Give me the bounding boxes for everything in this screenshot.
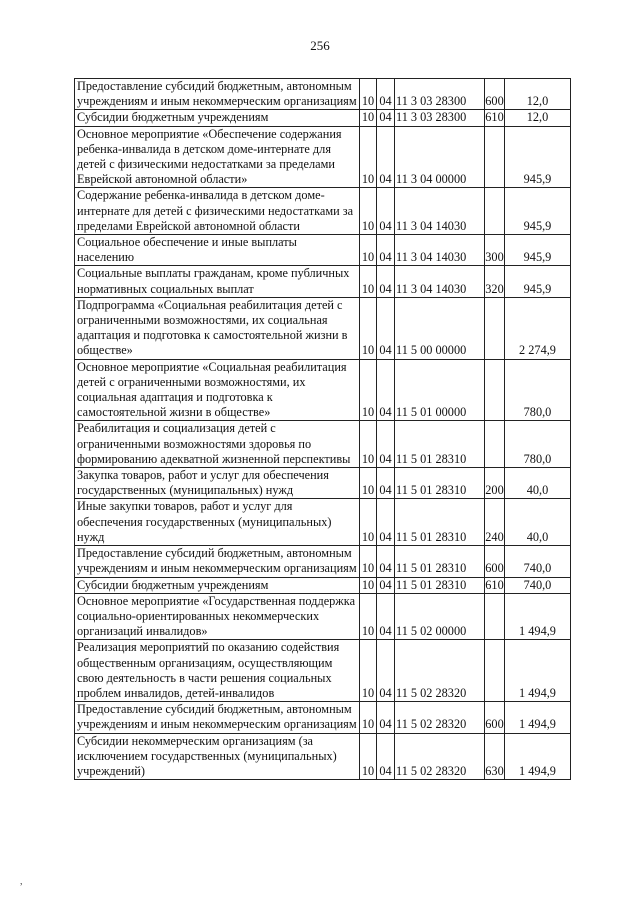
- cell-section: 10: [360, 188, 377, 235]
- cell-description: Предоставление субсидий бюджетным, автономным учреждениям и иным некоммерческим организациям: [75, 702, 360, 733]
- cell-expense-type: 610: [485, 577, 504, 592]
- cell-target-article: 11 3 03 28300: [395, 110, 485, 126]
- cell-amount: 945,9: [505, 188, 571, 235]
- cell-amount: 740,0: [505, 546, 571, 577]
- cell-section: 10: [360, 468, 377, 499]
- cell-section: 10: [360, 421, 377, 468]
- cell-description: Закупка товаров, работ и услуг для обеспечения государственных (муниципальных) нужд: [75, 468, 360, 499]
- cell-description: Основное мероприятие «Обеспечение содержания ребенка-инвалида в детском доме-интернате для детей с физическими недостатками за пределами Еврейской автономной области»: [75, 126, 360, 188]
- cell-target-article: 11 3 04 14030: [395, 188, 485, 235]
- cell-expense-type: 600: [485, 79, 505, 110]
- cell-description: Социальное обеспечение и иные выплаты населению: [75, 235, 360, 266]
- cell-expense-type: 240: [485, 499, 505, 546]
- cell-section: 10: [360, 79, 377, 110]
- cell-amount: 780,0: [505, 421, 571, 468]
- cell-section: 10: [360, 499, 377, 546]
- cell-amount: 945,9: [505, 266, 571, 297]
- cell-description: Реабилитация и социализация детей с ограниченными возможностями здоровья по формированию адекватной жизненной перспективы: [75, 421, 360, 468]
- cell-expense-type: [485, 297, 505, 359]
- cell-amount: 1 494,9: [505, 640, 571, 702]
- cell-expense-type: [485, 593, 505, 640]
- cell-description: Субсидии некоммерческим организациям (за исключением государственных (муниципальных) учреждений): [75, 733, 360, 780]
- cell-description: Социальные выплаты гражданам, кроме публичных нормативных социальных выплат: [75, 266, 360, 297]
- cell-amount: 12,0: [505, 110, 571, 126]
- cell-amount: 12,0: [505, 79, 571, 110]
- cell-expense-type: 600: [485, 702, 505, 733]
- cell-subsection: 04: [377, 640, 395, 702]
- cell-subsection: 04: [377, 235, 395, 266]
- table-row: [75, 546, 571, 577]
- cell-target-article: 11 3 04 00000: [395, 126, 485, 188]
- cell-target-article: 11 5 02 28320: [395, 702, 485, 733]
- cell-subsection: 04: [377, 297, 395, 359]
- scan-mark: ,: [20, 876, 23, 887]
- cell-description: Реализация мероприятий по оказанию содействия общественным организациям, осуществляющим свою деятельность в части решения социальных проблем инвалидов, детей-инвалидов: [75, 640, 360, 702]
- table-row: [75, 188, 571, 235]
- cell-section: 10: [360, 110, 377, 126]
- cell-description: Основное мероприятие «Государственная поддержка социально-ориентированных некоммерческих организаций инвалидов»: [75, 593, 360, 640]
- cell-subsection: 04: [377, 702, 395, 733]
- cell-target-article: 11 3 04 14030: [395, 266, 485, 297]
- cell-description: Содержание ребенка-инвалида в детском доме-интернате для детей с физическими недостатками за пределами Еврейской автономной области: [75, 188, 360, 235]
- cell-section: 10: [360, 577, 377, 593]
- cell-subsection: 04: [377, 110, 395, 126]
- cell-target-article: 11 5 01 00000: [395, 359, 485, 421]
- cell-section: 10: [360, 235, 377, 266]
- cell-section: 10: [360, 702, 377, 733]
- cell-expense-type: [485, 359, 505, 421]
- cell-target-article: 11 5 01 28310: [395, 546, 485, 577]
- cell-target-article: 11 5 01 28310: [395, 577, 485, 593]
- table-row: [75, 577, 571, 593]
- cell-subsection: 04: [377, 188, 395, 235]
- cell-amount: 40,0: [505, 499, 571, 546]
- cell-amount: 1 494,9: [505, 702, 571, 733]
- cell-amount: 1 494,9: [505, 593, 571, 640]
- cell-expense-type: 600: [485, 546, 505, 577]
- cell-expense-type: [485, 421, 505, 468]
- table-row: [75, 468, 571, 499]
- table-row: [75, 297, 571, 359]
- cell-section: 10: [360, 359, 377, 421]
- cell-subsection: 04: [377, 359, 395, 421]
- cell-section: 10: [360, 593, 377, 640]
- cell-expense-type: 630: [485, 733, 505, 780]
- cell-target-article: 11 3 04 14030: [395, 235, 485, 266]
- cell-amount: 780,0: [505, 359, 571, 421]
- cell-target-article: 11 5 01 28310: [395, 468, 485, 499]
- cell-section: 10: [360, 640, 377, 702]
- cell-subsection: 04: [377, 79, 395, 110]
- cell-target-article: 11 5 02 00000: [395, 593, 485, 640]
- cell-target-article: 11 3 03 28300: [395, 79, 485, 110]
- table-row: [75, 110, 571, 126]
- cell-subsection: 04: [377, 468, 395, 499]
- table-row: [75, 421, 571, 468]
- cell-expense-type: 300: [485, 235, 505, 266]
- cell-subsection: 04: [377, 546, 395, 577]
- table-row: [75, 593, 571, 640]
- cell-expense-type: 200: [485, 468, 505, 499]
- cell-description: Субсидии бюджетным учреждениям: [75, 110, 360, 126]
- cell-section: 10: [360, 297, 377, 359]
- cell-subsection: 04: [377, 733, 395, 780]
- cell-description: Предоставление субсидий бюджетным, автономным учреждениям и иным некоммерческим организациям: [75, 79, 360, 110]
- table-row: [75, 702, 571, 733]
- table-row: [75, 733, 571, 780]
- cell-expense-type: [485, 188, 505, 235]
- page-number: 256: [310, 38, 330, 53]
- cell-target-article: 11 5 01 28310: [395, 421, 485, 468]
- cell-target-article: 11 5 00 00000: [395, 297, 485, 359]
- cell-target-article: 11 5 01 28310: [395, 499, 485, 546]
- cell-expense-type: 610: [485, 110, 504, 125]
- cell-subsection: 04: [377, 593, 395, 640]
- table-row: [75, 266, 571, 297]
- cell-description: Основное мероприятие «Социальная реабилитация детей с ограниченными возможностями, их социальная адаптация и подготовка к самостоятельной жизни в обществе»: [75, 359, 360, 421]
- cell-description: Предоставление субсидий бюджетным, автономным учреждениям и иным некоммерческим организациям: [75, 546, 360, 577]
- cell-description: Иные закупки товаров, работ и услуг для обеспечения государственных (муниципальных) нужд: [75, 499, 360, 546]
- table-row: [75, 235, 571, 266]
- cell-description: Субсидии бюджетным учреждениям: [75, 577, 360, 593]
- cell-amount: 2 274,9: [505, 297, 571, 359]
- table-row: [75, 126, 571, 188]
- cell-expense-type: [485, 126, 505, 188]
- cell-section: 10: [360, 126, 377, 188]
- table-row: [75, 79, 571, 110]
- cell-target-article: 11 5 02 28320: [395, 733, 485, 780]
- table-row: [75, 499, 571, 546]
- cell-subsection: 04: [377, 421, 395, 468]
- cell-section: 10: [360, 546, 377, 577]
- cell-amount: 740,0: [505, 577, 571, 593]
- cell-expense-type: [485, 640, 505, 702]
- cell-amount: 945,9: [505, 235, 571, 266]
- cell-section: 10: [360, 733, 377, 780]
- cell-subsection: 04: [377, 499, 395, 546]
- budget-table: [74, 78, 571, 780]
- cell-amount: 1 494,9: [505, 733, 571, 780]
- table-row: [75, 359, 571, 421]
- cell-subsection: 04: [377, 126, 395, 188]
- cell-amount: 40,0: [505, 468, 571, 499]
- cell-subsection: 04: [377, 577, 395, 593]
- cell-target-article: 11 5 02 28320: [395, 640, 485, 702]
- cell-amount: 945,9: [505, 126, 571, 188]
- cell-section: 10: [360, 266, 377, 297]
- cell-expense-type: 320: [485, 266, 505, 297]
- table-row: [75, 640, 571, 702]
- cell-subsection: 04: [377, 266, 395, 297]
- cell-description: Подпрограмма «Социальная реабилитация детей с ограниченными возможностями, их социальная адаптация и подготовка к самостоятельной жизни в обществе»: [75, 297, 360, 359]
